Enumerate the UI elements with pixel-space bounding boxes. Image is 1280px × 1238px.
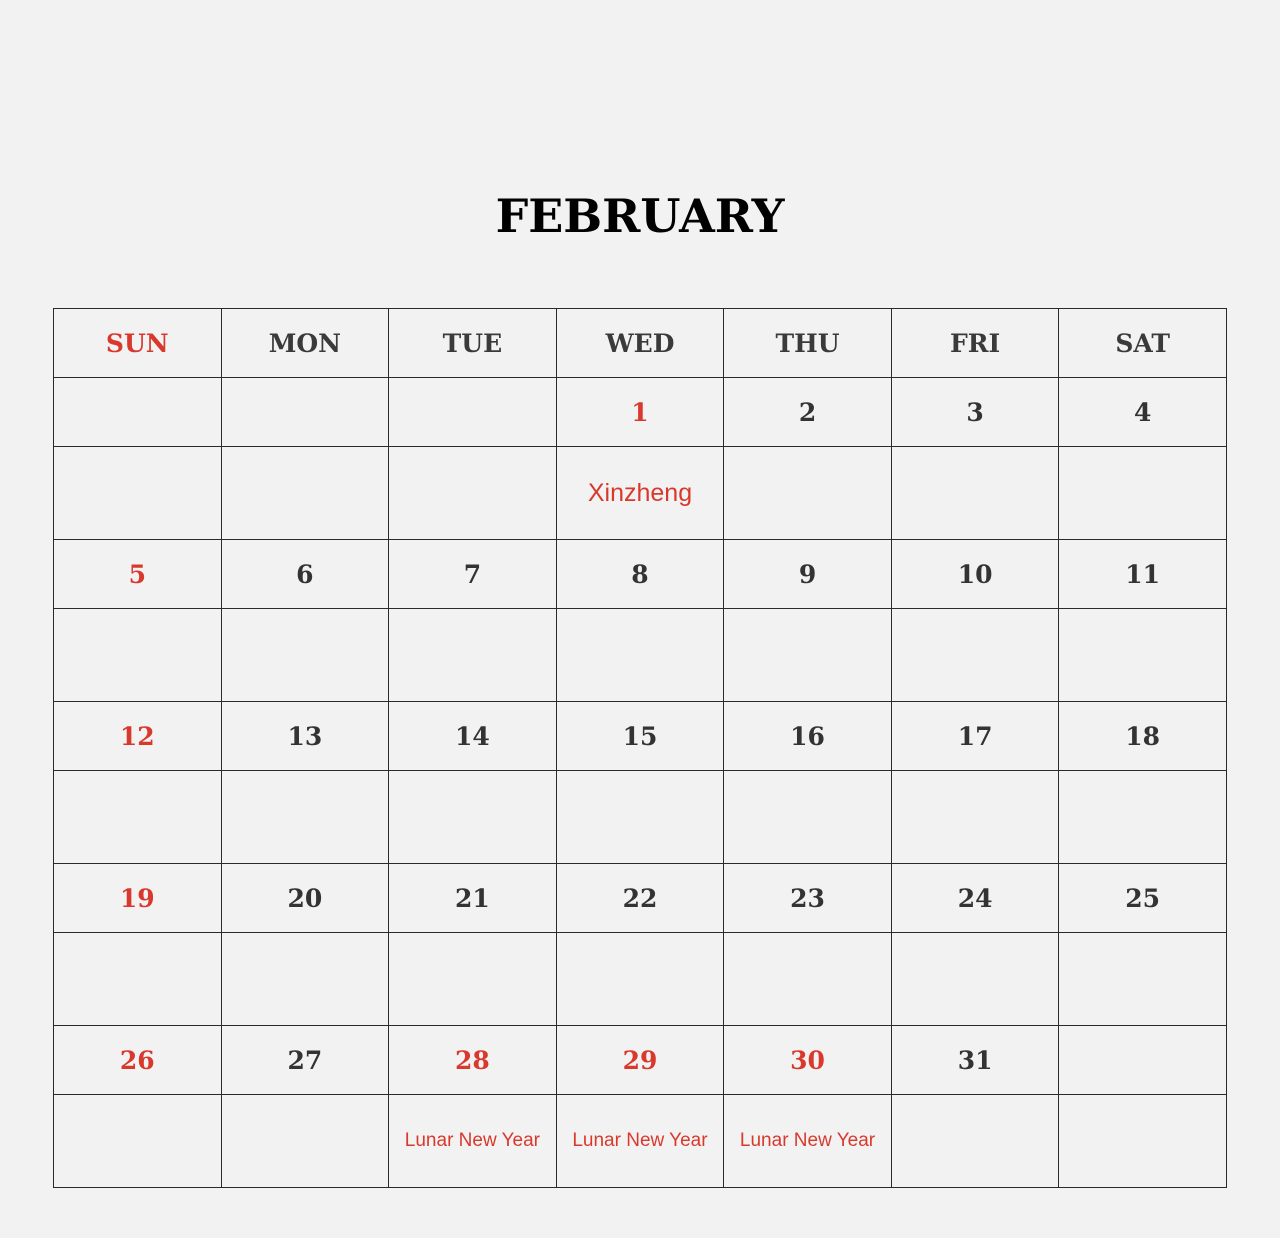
day-cell-2[interactable]: 2 <box>724 378 892 447</box>
note-cell-empty <box>891 1095 1059 1188</box>
note-cell-empty <box>389 771 557 864</box>
day-cell-empty <box>389 378 557 447</box>
note-cell-empty <box>54 933 222 1026</box>
note-cell-empty <box>54 1095 222 1188</box>
week-3-notes-row <box>54 771 1227 864</box>
day-cell-21[interactable]: 21 <box>389 864 557 933</box>
day-cell-empty <box>221 378 389 447</box>
day-cell-19[interactable]: 19 <box>54 864 222 933</box>
event-note: Lunar New Year <box>389 1095 557 1188</box>
calendar-body <box>54 378 1227 1188</box>
note-cell-empty <box>1059 609 1227 702</box>
week-2-notes-row <box>54 609 1227 702</box>
month-title: FEBRUARY <box>495 189 785 243</box>
day-cell-31[interactable]: 31 <box>891 1026 1059 1095</box>
weekday-wed: WED <box>556 309 724 378</box>
day-cell-12[interactable]: 12 <box>54 702 222 771</box>
note-cell-empty <box>221 447 389 540</box>
day-cell-empty <box>54 378 222 447</box>
note-cell-empty <box>1059 933 1227 1026</box>
day-cell-11[interactable]: 11 <box>1059 540 1227 609</box>
week-1-notes-row <box>54 447 1227 540</box>
day-cell-17[interactable]: 17 <box>891 702 1059 771</box>
day-cell-4[interactable]: 4 <box>1059 378 1227 447</box>
day-cell-10[interactable]: 10 <box>891 540 1059 609</box>
day-cell-6[interactable]: 6 <box>221 540 389 609</box>
note-cell-empty <box>724 609 892 702</box>
note-cell-empty <box>724 933 892 1026</box>
day-cell-3[interactable]: 3 <box>891 378 1059 447</box>
note-cell-empty <box>1059 1095 1227 1188</box>
week-1-days-row <box>54 378 1227 447</box>
weekday-header-row <box>54 309 1227 378</box>
day-cell-28[interactable]: 28 <box>389 1026 557 1095</box>
note-cell-empty <box>221 771 389 864</box>
event-note: Lunar New Year <box>724 1095 892 1188</box>
day-cell-15[interactable]: 15 <box>556 702 724 771</box>
note-cell-empty <box>891 933 1059 1026</box>
day-cell-empty <box>1059 1026 1227 1095</box>
note-cell-empty <box>221 933 389 1026</box>
day-cell-25[interactable]: 25 <box>1059 864 1227 933</box>
note-cell-empty <box>1059 447 1227 540</box>
note-cell-empty <box>556 933 724 1026</box>
note-cell-empty <box>54 609 222 702</box>
day-cell-27[interactable]: 27 <box>221 1026 389 1095</box>
week-3-days-row <box>54 702 1227 771</box>
day-cell-16[interactable]: 16 <box>724 702 892 771</box>
note-cell-empty <box>221 609 389 702</box>
note-cell-empty <box>54 447 222 540</box>
weekday-thu: THU <box>724 309 892 378</box>
day-cell-20[interactable]: 20 <box>221 864 389 933</box>
event-note: Lunar New Year <box>556 1095 724 1188</box>
day-cell-22[interactable]: 22 <box>556 864 724 933</box>
note-cell-empty <box>389 933 557 1026</box>
day-cell-26[interactable]: 26 <box>54 1026 222 1095</box>
note-cell-empty <box>1059 771 1227 864</box>
week-4-days-row <box>54 864 1227 933</box>
note-cell-empty <box>221 1095 389 1188</box>
calendar-grid <box>53 308 1227 1188</box>
day-cell-5[interactable]: 5 <box>54 540 222 609</box>
weekday-tue: TUE <box>389 309 557 378</box>
day-cell-8[interactable]: 8 <box>556 540 724 609</box>
note-cell-empty <box>724 447 892 540</box>
day-cell-14[interactable]: 14 <box>389 702 557 771</box>
day-cell-29[interactable]: 29 <box>556 1026 724 1095</box>
note-cell-empty <box>891 447 1059 540</box>
weekday-mon: MON <box>221 309 389 378</box>
note-cell-empty <box>54 771 222 864</box>
day-cell-9[interactable]: 9 <box>724 540 892 609</box>
event-note: Xinzheng <box>556 447 724 540</box>
weekday-sat: SAT <box>1059 309 1227 378</box>
week-5-days-row <box>54 1026 1227 1095</box>
weekday-sun: SUN <box>54 309 222 378</box>
weekday-fri: FRI <box>891 309 1059 378</box>
note-cell-empty <box>556 609 724 702</box>
note-cell-empty <box>389 609 557 702</box>
week-5-notes-row <box>54 1095 1227 1188</box>
week-4-notes-row <box>54 933 1227 1026</box>
note-cell-empty <box>556 771 724 864</box>
day-cell-18[interactable]: 18 <box>1059 702 1227 771</box>
day-cell-24[interactable]: 24 <box>891 864 1059 933</box>
day-cell-13[interactable]: 13 <box>221 702 389 771</box>
week-2-days-row <box>54 540 1227 609</box>
day-cell-1[interactable]: 1 <box>556 378 724 447</box>
note-cell-empty <box>891 609 1059 702</box>
note-cell-empty <box>389 447 557 540</box>
note-cell-empty <box>724 771 892 864</box>
day-cell-30[interactable]: 30 <box>724 1026 892 1095</box>
day-cell-7[interactable]: 7 <box>389 540 557 609</box>
note-cell-empty <box>891 771 1059 864</box>
day-cell-23[interactable]: 23 <box>724 864 892 933</box>
